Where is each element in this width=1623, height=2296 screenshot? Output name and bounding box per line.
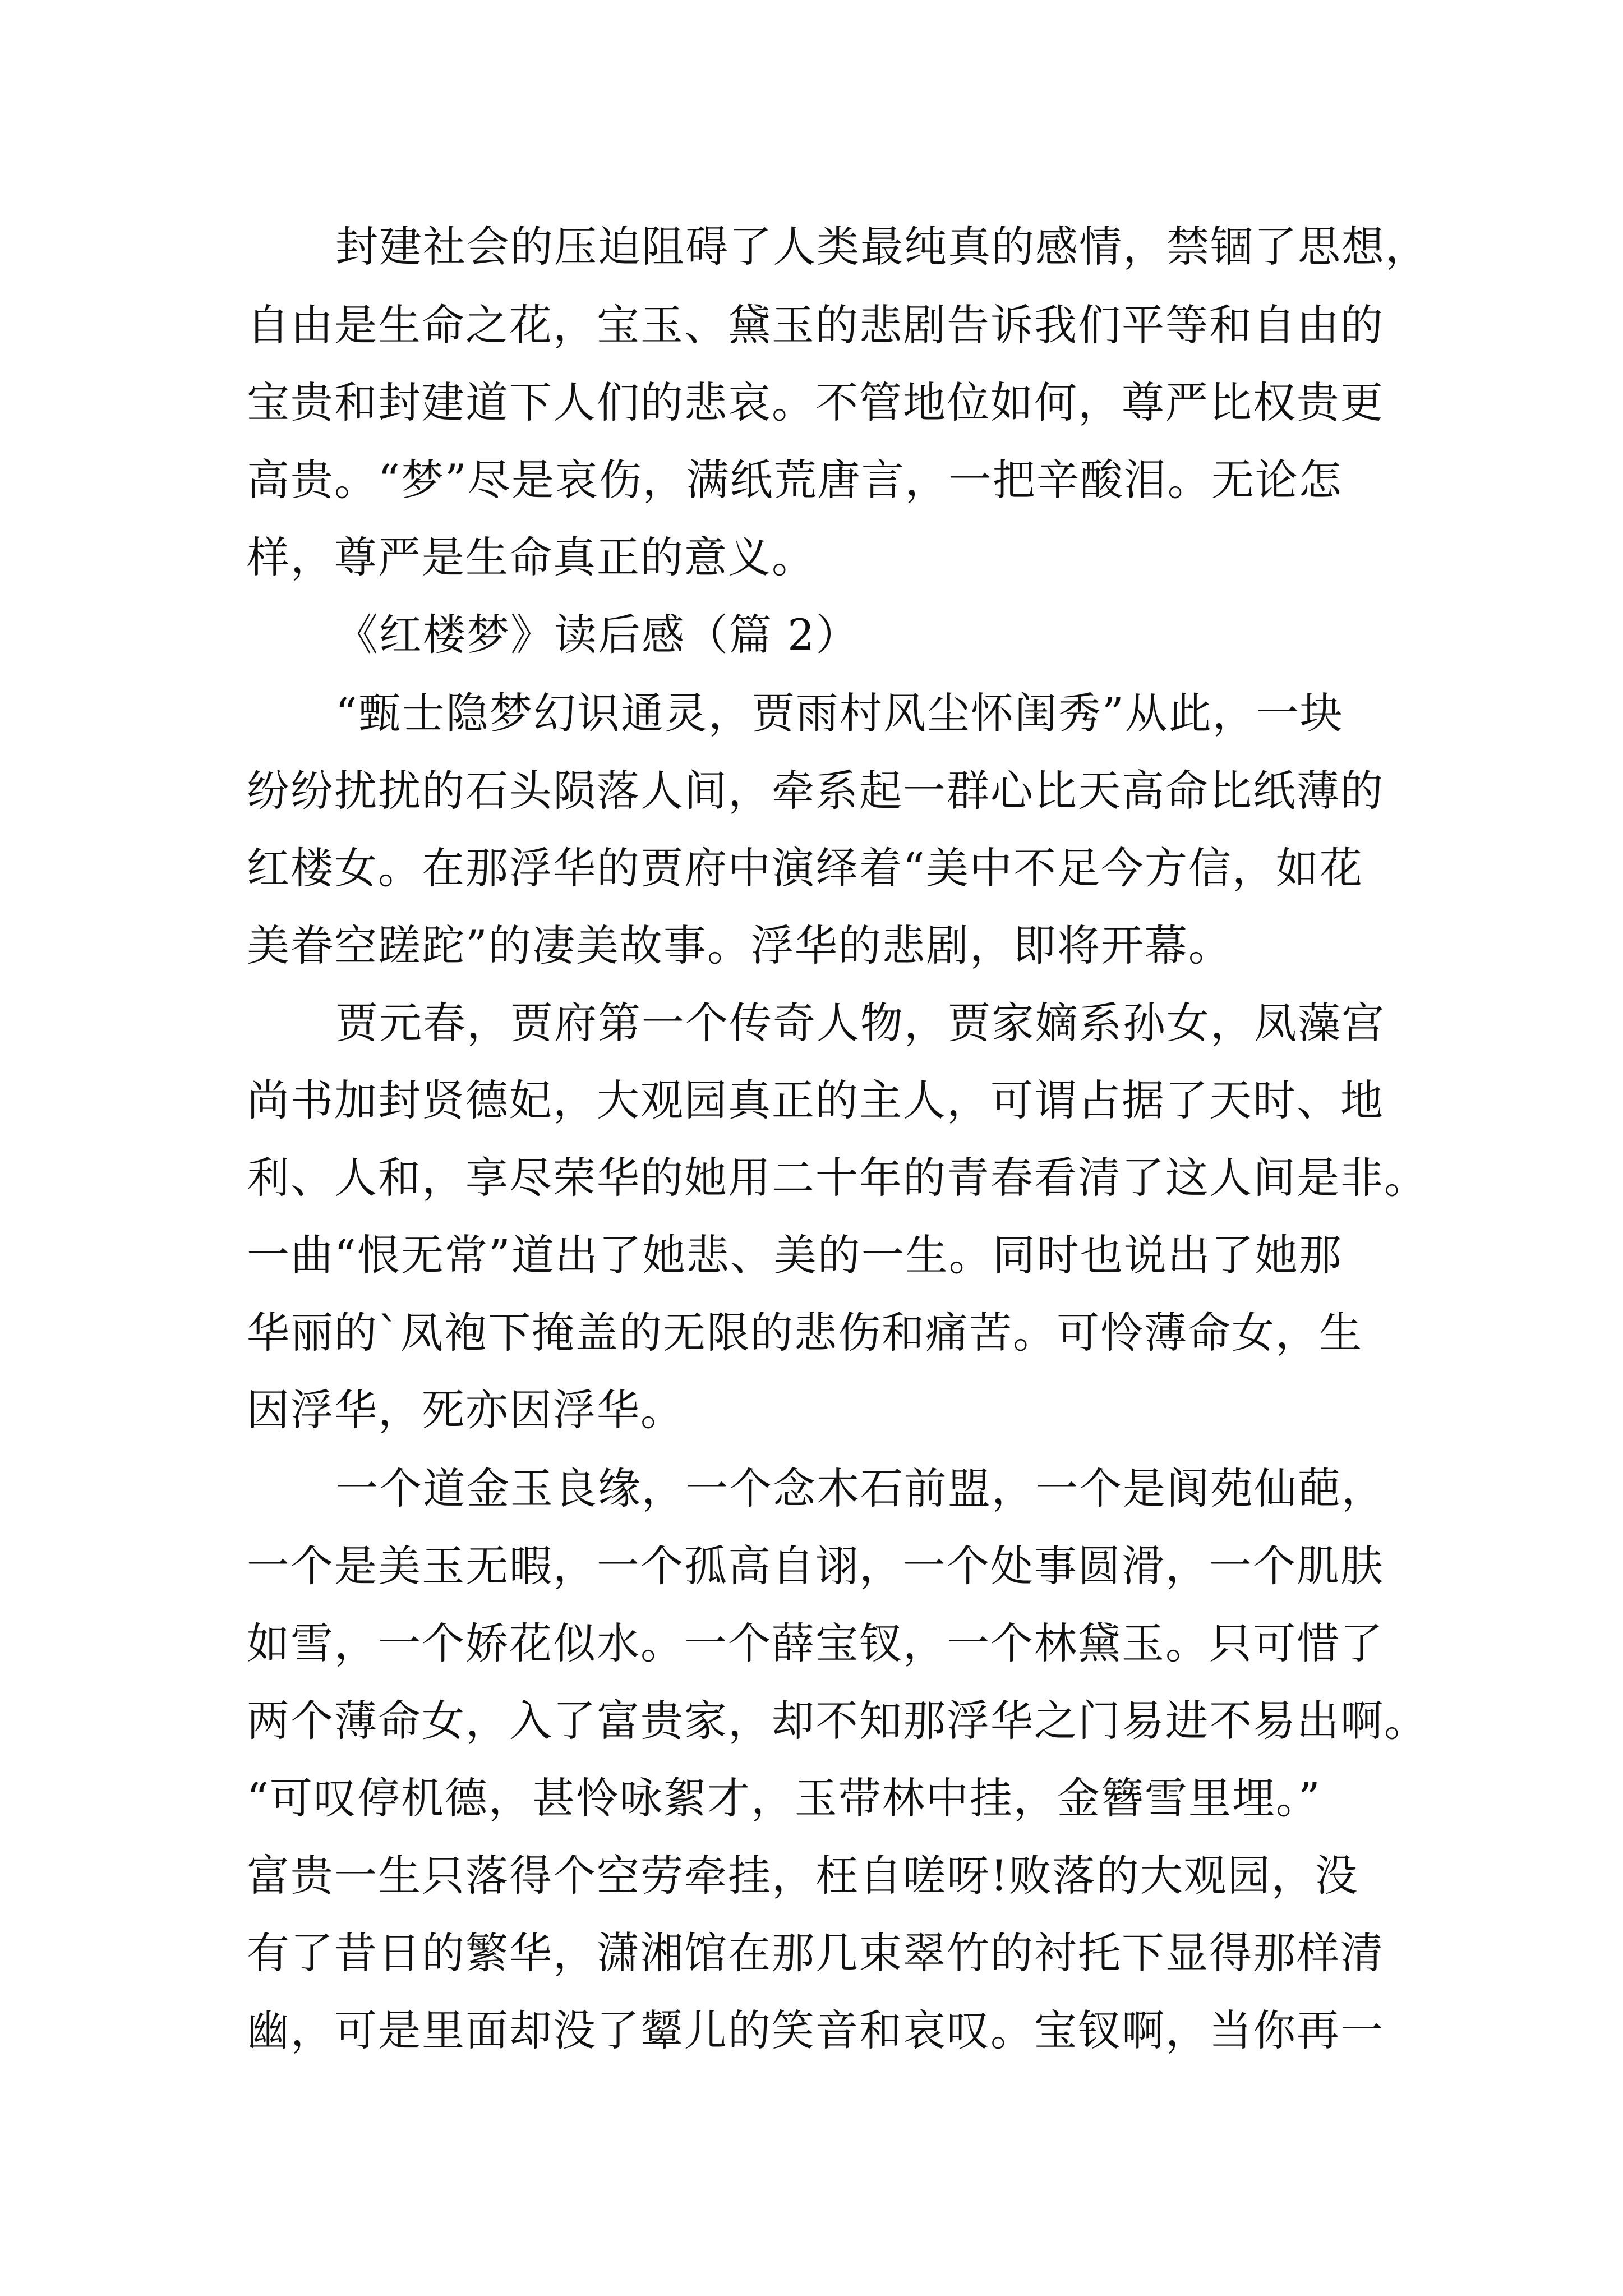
- paragraph-line: 富贵一生只落得个空劳牵挂，枉自嗟呀!败落的大观园，没: [247, 1851, 1359, 1901]
- paragraph-line: “甄士隐梦幻识通灵，贾雨村风尘怀闺秀”从此，一块: [335, 688, 1344, 738]
- paragraph-line: 尚书加封贤德妃，大观园真正的主人，可谓占据了天时、地: [247, 1075, 1384, 1125]
- paragraph-line: 有了昔日的繁华，潇湘馆在那几束翠竹的衬托下显得那样清: [247, 1928, 1384, 1978]
- paragraph-line: “可叹停机德，甚怜咏絮才，玉带林中挂，金簪雪里埋。”: [247, 1773, 1321, 1823]
- paragraph-line: 如雪，一个娇花似水。一个薛宝钗，一个林黛玉。只可惜了: [247, 1618, 1384, 1668]
- paragraph-line: 红楼女。在那浮华的贾府中演绎着“美中不足今方信，如花: [247, 843, 1363, 893]
- section-heading: 《红楼梦》读后感（篇 2）: [335, 610, 860, 660]
- paragraph-line: 一个道金玉良缘，一个念木石前盟，一个是阆苑仙葩，: [335, 1464, 1385, 1513]
- paragraph-line: 宝贵和封建道下人们的悲哀。不管地位如何，尊严比权贵更: [247, 378, 1384, 427]
- paragraph-line: 封建社会的压迫阻碍了人类最纯真的感情，禁锢了思想，: [335, 222, 1429, 272]
- paragraph-line: 利、人和，享尽荣华的她用二十年的青春看清了这人间是非。: [247, 1153, 1428, 1203]
- paragraph-line: 幽，可是里面却没了颦儿的笑音和哀叹。宝钗啊，当你再一: [247, 2005, 1384, 2055]
- paragraph-line: 华丽的`凤袍下掩盖的无限的悲伤和痛苦。可怜薄命女，生: [247, 1308, 1363, 1358]
- paragraph-line: 因浮华，死亦因浮华。: [247, 1385, 684, 1435]
- paragraph-line: 一曲“恨无常”道出了她悲、美的一生。同时也说出了她那: [247, 1230, 1343, 1280]
- paragraph-line: 样，尊严是生命真正的意义。: [247, 532, 815, 582]
- paragraph-line: 贾元春，贾府第一个传奇人物，贾家嫡系孙女，凤藻宫: [335, 998, 1385, 1048]
- paragraph-line: 纷纷扰扰的石头陨落人间，牵系起一群心比天高命比纸薄的: [247, 766, 1384, 816]
- paragraph-line: 高贵。“梦”尽是哀伤，满纸荒唐言，一把辛酸泪。无论怎: [247, 455, 1343, 505]
- paragraph-line: 自由是生命之花，宝玉、黛玉的悲剧告诉我们平等和自由的: [247, 300, 1384, 350]
- paragraph-line: 美眷空蹉跎”的凄美故事。浮华的悲剧，即将开幕。: [247, 921, 1232, 970]
- paragraph-line: 两个薄命女，入了富贵家，却不知那浮华之门易进不易出啊。: [247, 1696, 1428, 1746]
- paragraph-line: 一个是美玉无暇，一个孤高自诩，一个处事圆滑，一个肌肤: [247, 1541, 1384, 1591]
